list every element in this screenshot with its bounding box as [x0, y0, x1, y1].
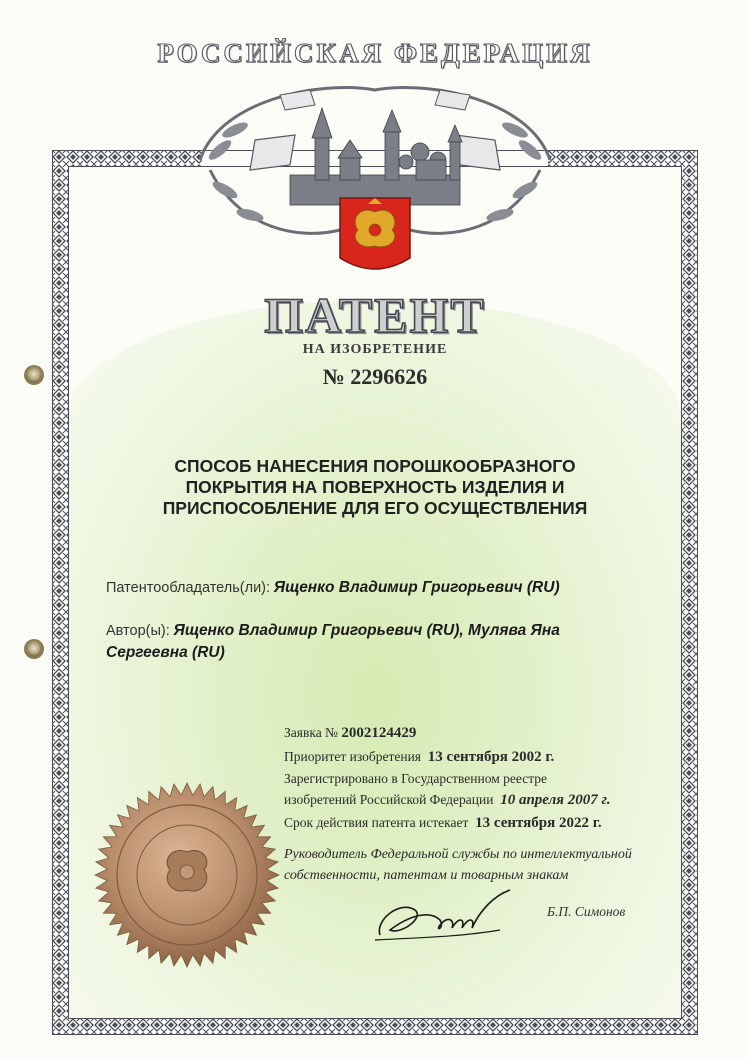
country-heading: РОССИЙСКАЯ ФЕДЕРАЦИЯ: [157, 38, 593, 68]
official-title-line: Руководитель Федеральной службы по интеллектуальной: [284, 847, 632, 862]
priority-date: 13 сентября 2002 г.: [427, 749, 555, 765]
authors-label: Автор(ы):: [106, 623, 170, 639]
title-line: ПРИСПОСОБЛЕНИЕ ДЛЯ ЕГО ОСУЩЕСТВЛЕНИЯ: [162, 498, 588, 518]
official-title-line: собственности, патентам и товарным знакам: [284, 868, 569, 883]
patent-number: № 2296626: [322, 364, 428, 389]
registered-label-cont: изобретений Российской Федерации: [284, 792, 494, 807]
title-line: ПОКРЫТИЯ НА ПОВЕРХНОСТЬ ИЗДЕЛИЯ И: [185, 477, 565, 497]
registered: [284, 768, 704, 811]
patent-heading: ПАТЕНТ: [264, 287, 486, 343]
seal-icon: [92, 780, 282, 970]
application-number: [284, 722, 704, 744]
validity: [284, 812, 704, 834]
patent-type: НА ИЗОБРЕТЕНИЕ: [302, 342, 448, 357]
invention-title: [100, 456, 650, 519]
validity-date: 13 сентября 2022 г.: [475, 815, 602, 831]
authors-value-cont: Сергеевна (RU): [106, 644, 225, 661]
signature-icon: [370, 880, 530, 950]
coat-of-arms-icon: [180, 80, 570, 280]
authors-value: Ященко Владимир Григорьевич (RU), Мулява Яна: [173, 622, 560, 639]
title-line: СПОСОБ НАНЕСЕНИЯ ПОРОШКООБРАЗНОГО: [174, 456, 576, 476]
authors: [106, 620, 646, 664]
signer-name: Б.П. Симонов: [547, 904, 626, 919]
application-value: 2002124429: [341, 725, 417, 741]
registered-date: 10 апреля 2007 г.: [500, 792, 611, 808]
holders-label: Патентообладатель(ли):: [106, 580, 271, 596]
validity-label: Срок действия патента истекает: [284, 815, 469, 830]
registered-label: Зарегистрировано в Государственном реестре: [284, 771, 548, 786]
holders-value: Ященко Владимир Григорьевич (RU): [273, 579, 560, 596]
application-label: Заявка №: [284, 725, 338, 740]
binder-hole: [26, 641, 42, 657]
patent-holders: [106, 577, 646, 599]
priority-label: Приоритет изобретения: [284, 749, 422, 764]
priority: [284, 746, 704, 768]
